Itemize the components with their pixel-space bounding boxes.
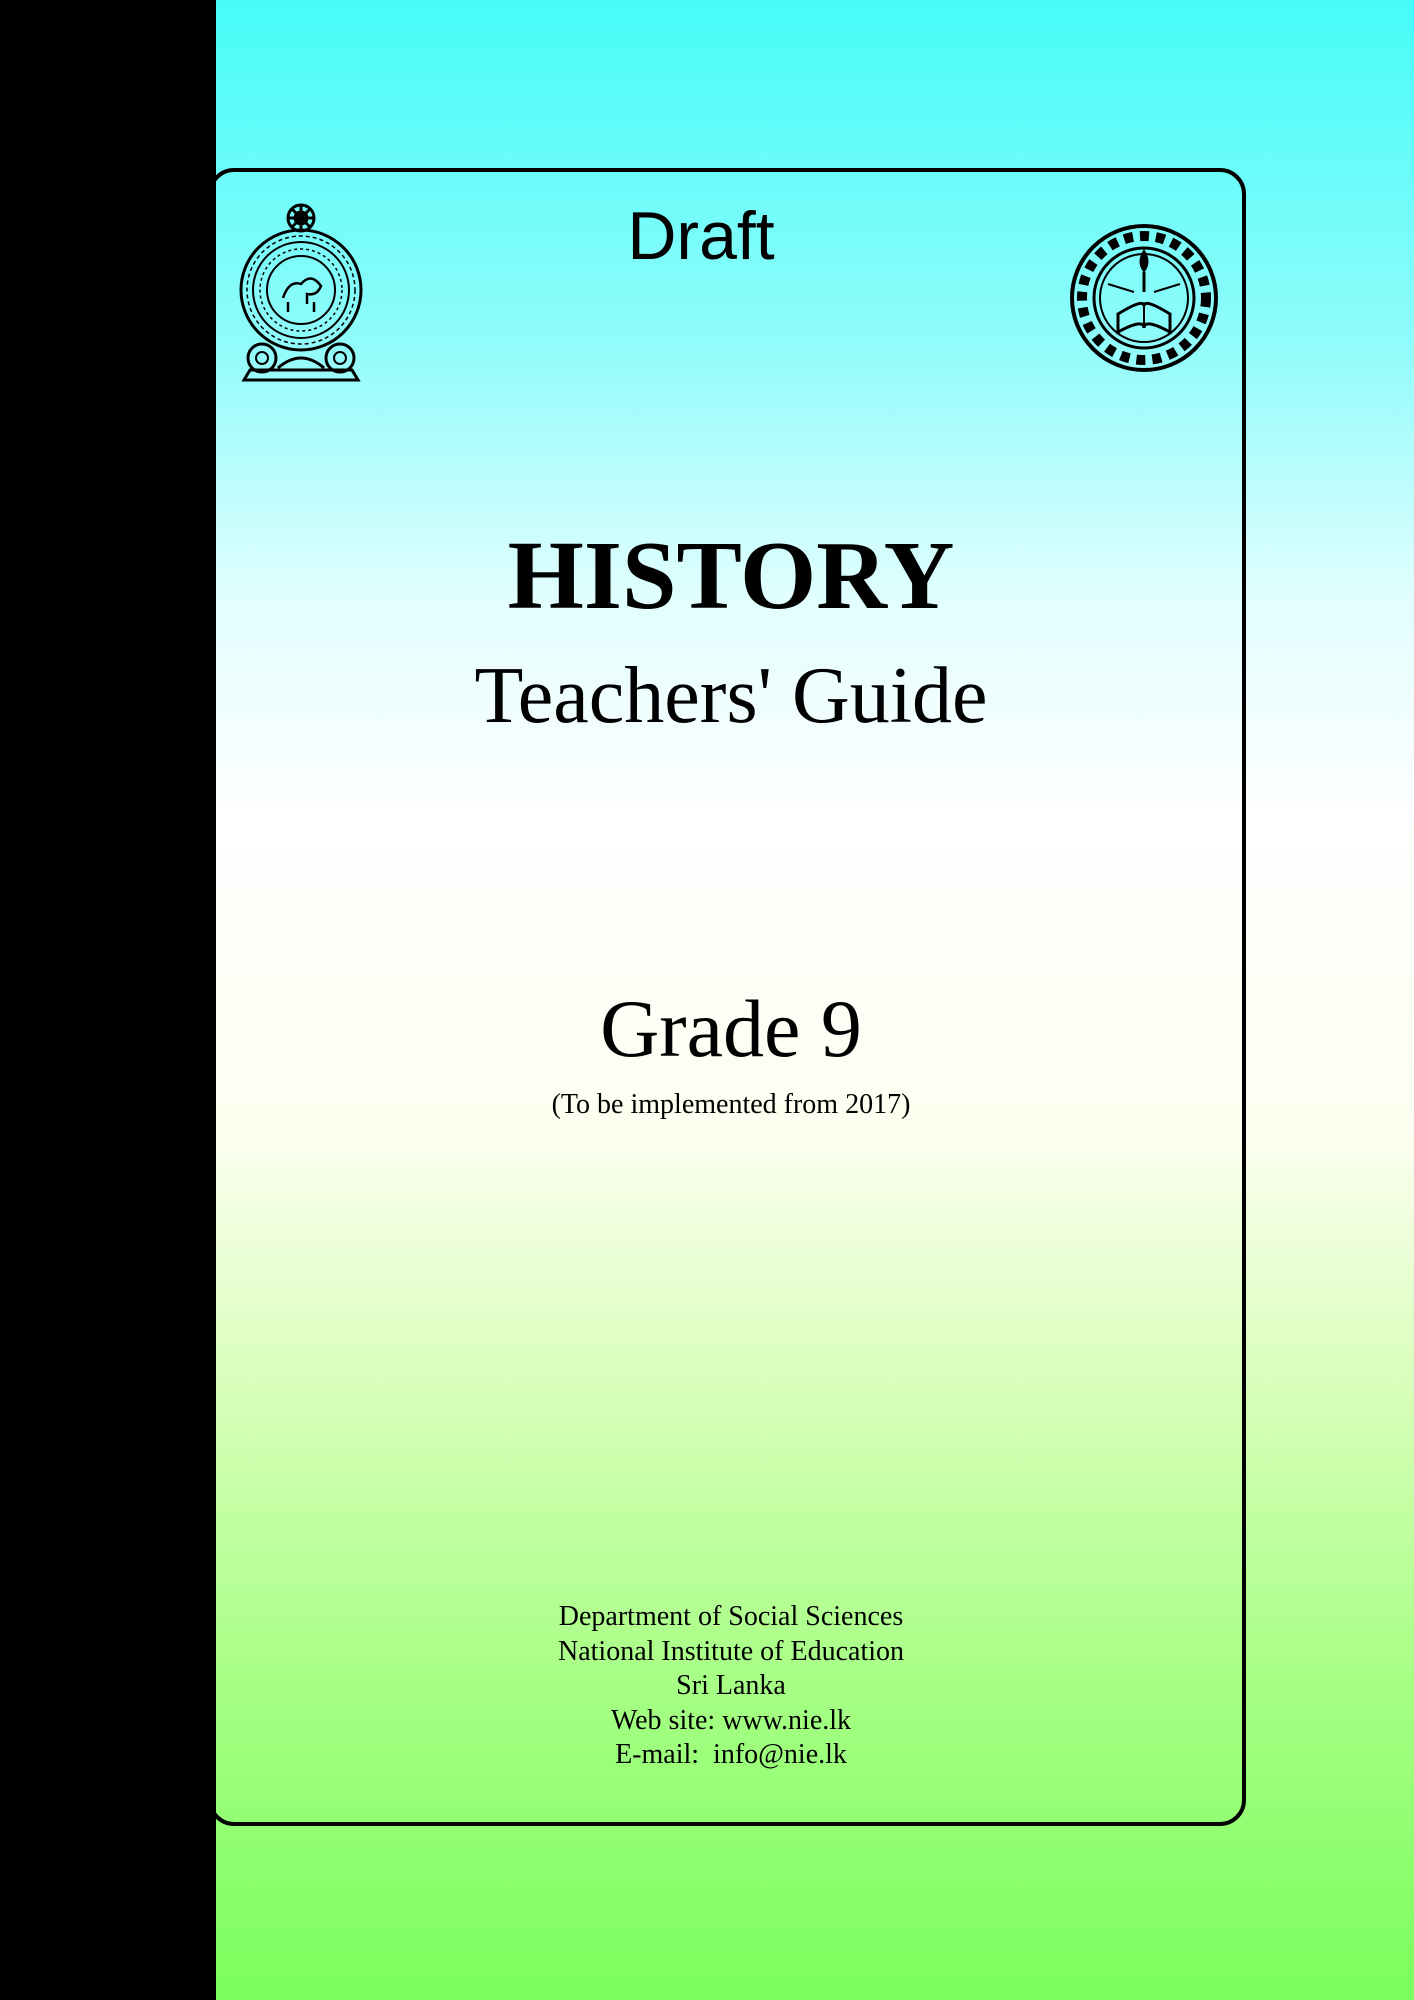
draft-text: Draft <box>627 198 775 274</box>
website-line: Web site: www.nie.lk <box>610 1704 852 1736</box>
department-line: Department of Social Sciences <box>558 1601 904 1632</box>
country-line: Sri Lanka <box>676 1670 786 1701</box>
institute-line: National Institute of Education <box>557 1635 905 1667</box>
email-line: E-mail: info@nie.lk <box>615 1739 847 1770</box>
implementation-note: (To be implemented from 2017) <box>551 1089 911 1120</box>
draft-label <box>0 198 1414 274</box>
subject-title: HISTORY <box>507 522 955 630</box>
cover-spine <box>0 0 216 2000</box>
publisher-block <box>216 1600 1246 1773</box>
grade-label: Grade 9 <box>600 983 862 1074</box>
book-type-subtitle: Teachers' Guide <box>474 652 988 740</box>
